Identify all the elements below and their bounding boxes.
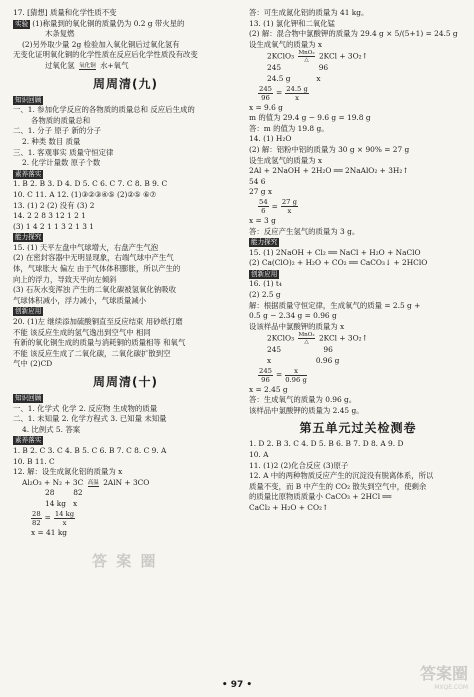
text-line: 无变化证明氧化铜的化学性质在反应后化学性质没有改变: [13, 50, 198, 60]
watermark-logo: 答案圈 MXQE.COM: [419, 664, 468, 691]
section-tag: 素养落实: [15, 169, 42, 178]
text-line: m 的值为 29.4 g − 9.6 g = 19.8 g: [249, 113, 371, 123]
text-line: 12. 解：设生成氮化铝的质量为 x: [13, 467, 123, 477]
right-column: [249, 8, 467, 514]
text-line: 2. 化学计量数 原子个数: [22, 158, 101, 168]
text-line: 14. (1) H₂O: [249, 134, 292, 144]
text-line: 木条复燃: [45, 29, 75, 39]
text-line: [13, 232, 238, 243]
text-line: (2) 在密封容器中无明显现象，右端气球中产生气: [13, 253, 174, 263]
text-line: 解：根据质量守恒定律，生成氧气的质量 = 2.5 g +: [249, 300, 421, 310]
text-line: 2Al + 2NaOH + 2H₂O ══ 2NaAlO₂ + 3H₂↑: [249, 166, 409, 176]
page-number: • 97 •: [221, 680, 253, 690]
text-line: 二、1. 未知量 2. 化学方程式 3. 已知量 未知量: [13, 414, 167, 424]
text-line: 10. A: [249, 450, 269, 459]
right-block-1: [249, 8, 467, 50]
text-line: 15. (1) 天平左盘中气球增大，右盘产生气泡: [13, 242, 159, 252]
proportion: $\frac{245}{96}$ = $\frac{x}{0.96 g}$: [259, 367, 307, 385]
right-block-2: [249, 103, 467, 198]
text-line: [13, 435, 238, 446]
text-line: 答：反应产生氢气的质量为 3 g。: [249, 226, 360, 236]
text-line: x = 3 g: [249, 215, 276, 225]
text-line: 该样品中氯酸钾的质量为 2.45 g。: [249, 405, 364, 415]
text-line: (2) 解：铝粉中铝的质量为 30 g × 90% = 27 g: [249, 144, 410, 154]
section-tag: 素养落实: [15, 436, 42, 445]
text-line: 的质量比原物质质量小 CaCO₃ + 2HCl ══: [249, 492, 392, 502]
right-block-3: [249, 216, 467, 333]
text-line: 10. B 11. C: [13, 456, 55, 466]
reaction-arrow: 氧化铜: [78, 62, 96, 69]
text-line: 54 6: [249, 176, 266, 186]
text-line: 0.5 g − 2.34 g = 0.96 g: [249, 311, 337, 321]
text-line: 三、1. 客观事实 质量守恒定律: [13, 147, 114, 157]
calc-row: 24.5 g x: [267, 73, 321, 83]
text-line: (2) 解：混合物中氯酸钾的质量为 29.4 g × 5/(5+1) = 24.5 g: [249, 29, 458, 39]
text-line: 15. (1) 2NaOH + Cl₂ ══ NaCl + H₂O + NaClO: [249, 247, 421, 257]
text-line: 答：可生成氮化铝的质量为 41 kg。: [249, 8, 369, 17]
text-line: x = 2.45 g: [249, 384, 288, 394]
text-line: [249, 237, 467, 248]
text-line: 13. (1) 氯化钾和二氧化锰: [249, 18, 336, 28]
text-line: 16. (1) t₄: [249, 279, 282, 289]
proportion: $\frac{28}{82}$ = $\frac{14 kg}{x}$: [32, 510, 75, 528]
text-line: 4. 比例式 5. 答案: [22, 424, 81, 434]
section-heading-week10: 周周清(十): [93, 375, 158, 389]
text-line: 有新的氧化铜生成的质量与消耗铜的质量相等 和氧气: [13, 338, 186, 348]
text-line: (2) 2.5 g: [249, 290, 281, 300]
text-line: 气球体积减小，浮力减小，气球质量减小: [13, 295, 147, 305]
text-line: CaCl₂ + H₂O + CO₂↑: [249, 502, 329, 512]
text-line: 答：m 的值为 19.8 g。: [249, 123, 329, 133]
section-tag: 创新应用: [251, 269, 278, 278]
text-line: 1. B 2. C 3. C 4. B 5. C 6. B 7. C 8. C 9. A: [13, 445, 167, 455]
section-heading-week9: 周周清(九): [93, 76, 158, 91]
calc-row: 245 96: [267, 345, 333, 355]
calc-row: 28 82: [45, 488, 83, 498]
calc-row: 14 kg x: [45, 498, 78, 508]
watermark-mid: 答 案 圈: [92, 552, 158, 570]
text-line: [13, 306, 238, 317]
proportion: $\frac{245}{96}$ = $\frac{24.5 g}{x}$: [259, 85, 308, 103]
calc-row: 245 96: [267, 63, 329, 73]
text-line: 二、1. 分子 原子 新的分子: [13, 126, 102, 136]
text-line: [13, 169, 238, 180]
text-line: 10. C 11. A 12. (1)③②③④⑤ (2)②⑤ ⑥⑦: [13, 189, 157, 199]
reaction-arrow: MnO₂ △: [298, 332, 315, 346]
left-block-1: [13, 8, 238, 72]
text-line: [13, 393, 238, 404]
reaction-equation: 2KClO₃ MnO₂ △ 2KCl + 3O₂↑: [267, 50, 368, 64]
reaction-equation: 过氧化氢 氧化铜 水+氧气: [45, 60, 129, 70]
text-line: 实验 (1)称量到的氧化铜的质量仍为 0.2 g 带火星的: [15, 18, 185, 28]
text-line: 一、1. 化学式 化学 2. 反应物 生成物的质量: [13, 403, 158, 413]
text-line: 各物质的质量总和: [31, 115, 91, 125]
text-line: 1. D 2. B 3. C 4. D 5. B 6. B 7. D 8. A 9. D: [249, 439, 404, 449]
proportion: $\frac{54}{6}$ = $\frac{27 g}{x}$: [259, 198, 298, 216]
section-tag: 知识回顾: [15, 394, 42, 402]
left-block-2: [13, 95, 238, 370]
section-heading-unit5: 第五单元过关检测卷: [299, 421, 417, 436]
text-line: 2. 种类 数目 质量: [22, 136, 81, 146]
section-tag: 知识回顾: [15, 95, 42, 104]
reaction-arrow: MnO₂ △: [298, 50, 315, 64]
text-line: 13. (1) 2 (2) 没有 (3) 2: [13, 200, 95, 210]
reaction-equation: Al₂O₃ + N₂ + 3C 高温 2AlN + 3CO: [22, 477, 150, 487]
text-line: [13, 95, 238, 106]
text-line: 答：生成氧气的质量为 0.96 g。: [249, 395, 357, 405]
section-tag: 实验: [15, 19, 29, 28]
text-line: 1. B 2. B 3. D 4. D 5. C 6. C 7. C 8. B 9. C: [13, 179, 168, 189]
reaction-equation: 2KClO₃ MnO₂ △ 2KCl + 3O₂↑: [267, 332, 368, 346]
text-line: 17. [猜想] 质量和化学性质不变: [13, 8, 117, 17]
text-line: 设生成氢气的质量为 x: [249, 155, 323, 165]
right-block-4: [249, 385, 467, 417]
text-line: 14. 2 2 8 3 12 1 2 1: [13, 211, 86, 221]
section-tag: 能力探究: [15, 233, 42, 242]
text-line: (3) 1 4 2 1 1 3 2 1 3 1: [13, 221, 94, 231]
reaction-arrow: 高温: [87, 479, 99, 486]
text-line: 27 g x: [249, 187, 273, 197]
text-line: 设该样品中氯酸钾的质量为 x: [249, 321, 345, 331]
text-line: 气中 (2)CD: [13, 359, 53, 369]
answer-line: x = 41 kg: [31, 527, 68, 537]
section-tag: 能力探究: [251, 238, 278, 247]
text-line: 20. (1)左 继续添加硫酸铜直至反应结束 用砂纸打磨: [13, 317, 183, 327]
text-line: 体，气球胀大 偏左 由于气体体积膨胀，所以产生的: [13, 264, 181, 274]
text-line: 11. (1)2 (2)化合反应 (3)原子: [249, 460, 349, 470]
text-line: 不能 该反应生成了二氧化碳，二氧化碳扩散到空: [13, 348, 171, 358]
text-line: 12. A 中的两种物质反应产生的沉淀没有脱离体系，所以: [249, 471, 434, 481]
left-column: [13, 8, 238, 538]
calc-row: x 0.96 g: [267, 356, 340, 366]
text-line: [249, 269, 467, 280]
text-line: (3) 石灰水变浑浊 产生的二氧化碳被氢氧化钠吸收: [13, 285, 176, 295]
text-line: 设生成氧气的质量为 x: [249, 39, 323, 49]
text-line: x = 9.6 g: [249, 102, 283, 112]
text-line: 一、1. 参加化学反应的各物质的质量总和 反应后生成的: [13, 105, 195, 115]
left-block-3: [13, 393, 238, 478]
text-line: (2)另外取少量 2g 检验加入氧化铜后过氧化氢有: [22, 39, 180, 49]
right-block-5: [249, 439, 467, 513]
text-line: 不能 该反应生成的氢气逸出到空气中 相同: [13, 327, 151, 337]
section-tag: 创新应用: [15, 307, 42, 316]
text-line: 质量不变，而 B 中产生的 CO₂ 散失到空气中，使剩余: [249, 481, 427, 491]
text-line: 向上的浮力，导致天平向左倾斜: [13, 274, 117, 284]
text-line: (2) Ca(ClO)₂ + H₂O + CO₂ ══ CaCO₃↓ + 2HClO: [249, 258, 428, 268]
